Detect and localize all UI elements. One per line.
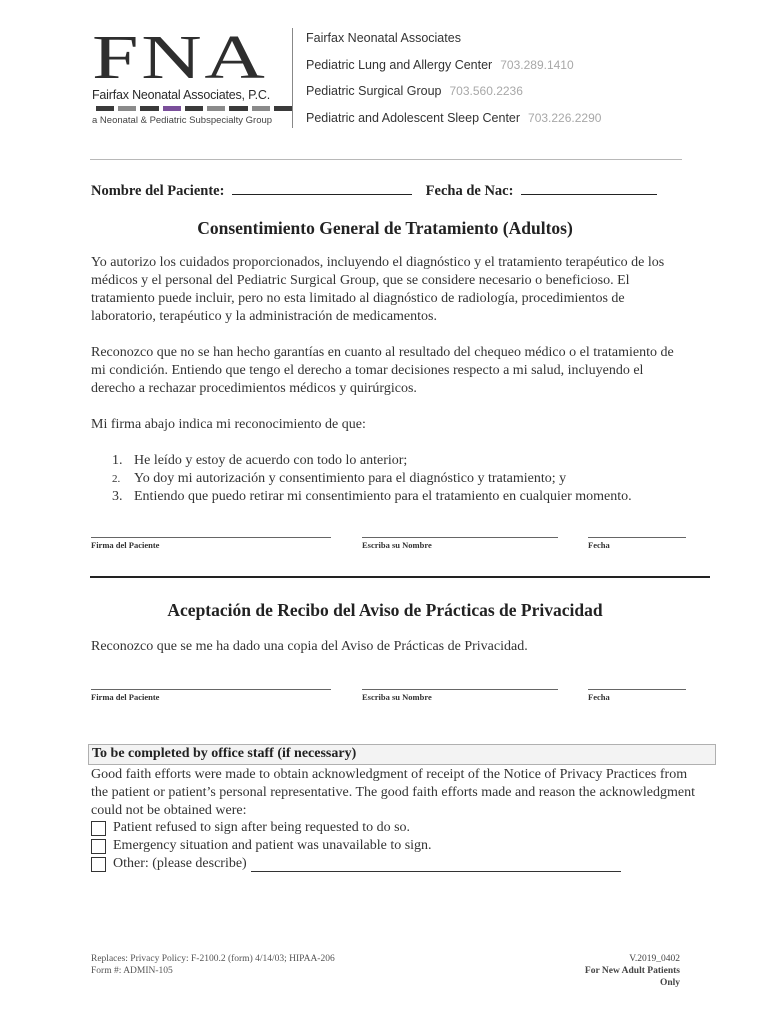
- consent-paragraph-1: Yo autorizo los cuidados proporcionados, incluyendo el diagnóstico y el tratamiento terapéutico de los médicos y el personal del Pediatric Surgical Group, que se considere necesario o beneficioso. El tratamiento puede incluir, pero no esta limitado al diagnóstico de radiología, procedimientos de laboratorio, terapéutico y la administración de medicamentos.: [91, 255, 665, 324]
- dob-field[interactable]: [521, 180, 657, 195]
- replaces-note: Replaces: Privacy Policy: F-2100.2 (form) 4/14/03; HIPAA-206: [91, 954, 335, 964]
- header-divider: [292, 28, 293, 128]
- practice-phone: 703.560.2236: [449, 84, 523, 98]
- practice-name: Pediatric and Adolescent Sleep Center: [306, 110, 521, 125]
- logo-bar: [96, 106, 114, 111]
- version-label: V.2019_0402: [629, 954, 680, 964]
- option-label: Emergency situation and patient was unavailable to sign.: [113, 838, 432, 853]
- privacy-paragraph: Reconozco que se me ha dado una copia del Aviso de Prácticas de Privacidad.: [91, 639, 528, 654]
- emergency-checkbox[interactable]: [91, 839, 106, 854]
- other-checkbox[interactable]: [91, 857, 106, 872]
- practice-name: Pediatric Surgical Group: [306, 84, 442, 98]
- consent-date-field[interactable]: [588, 537, 686, 550]
- logo-bar: [252, 106, 270, 111]
- audience-label-2: Only: [659, 978, 680, 988]
- practice-name: Fairfax Neonatal Associates: [306, 31, 461, 45]
- dob-label: Fecha de Nac:: [425, 183, 514, 199]
- list-item: 2. Yo doy mi autorización y consentimiento para el diagnóstico y tratamiento; y: [112, 471, 567, 486]
- practice-name: Pediatric Lung and Allergy Center: [306, 57, 493, 72]
- consent-paragraph-3: Mi firma abajo indica mi reconocimiento de que:: [91, 417, 366, 432]
- option-label: Other: (please describe): [113, 856, 247, 871]
- footer-right: [585, 953, 680, 989]
- consent-patient-signature-field[interactable]: [91, 537, 331, 550]
- patient-name-label: Nombre del Paciente:: [91, 183, 225, 199]
- practice-row: [306, 84, 601, 111]
- logo-bar: [274, 106, 292, 111]
- consent-print-name-field[interactable]: [362, 537, 558, 550]
- staff-title: To be completed by office staff (if necessary): [92, 746, 357, 761]
- print-name-label: Escriba su Nombre: [362, 540, 432, 550]
- print-name-label: Escriba su Nombre: [362, 692, 432, 702]
- other-description-field[interactable]: [251, 857, 621, 872]
- privacy-title: Aceptación de Recibo del Aviso de Prácticas de Privacidad: [167, 600, 603, 620]
- form-number: Form #: ADMIN-105: [91, 966, 173, 976]
- practice-row: [306, 111, 601, 138]
- staff-option-other: [91, 856, 621, 872]
- refused-checkbox[interactable]: [91, 821, 106, 836]
- consent-paragraph-2: Reconozco que no se han hecho garantías en cuanto al resultado del chequeo médico o el tratamiento de mi condición. Entiendo que tengo el derecho a tomar decisiones respecto a mi salud, incluyendo el derecho a rechazar procedimientos médicos y quirúrgicos.: [91, 345, 674, 396]
- section-divider: [90, 576, 710, 578]
- logo-bar: [207, 106, 225, 111]
- logo-bar: [185, 106, 203, 111]
- privacy-patient-signature-field[interactable]: [91, 689, 331, 702]
- list-item: 1. He leído y estoy de acuerdo con todo lo anterior;: [112, 453, 408, 468]
- date-label: Fecha: [588, 692, 610, 702]
- logo-bar: [229, 106, 247, 111]
- logo-tagline: a Neonatal & Pediatric Subspecialty Group: [92, 115, 273, 126]
- signature-label: Firma del Paciente: [91, 692, 160, 702]
- logo-company-name: Fairfax Neonatal Associates, P.C.: [92, 88, 270, 102]
- privacy-print-name-field[interactable]: [362, 689, 558, 702]
- practice-list: [306, 31, 601, 137]
- logo-letters: FNA: [92, 24, 268, 92]
- staff-option-emergency: [91, 838, 432, 854]
- patient-info-row: [91, 180, 657, 200]
- audience-label: For New Adult Patients: [584, 966, 680, 976]
- practice-phone: 703.226.2290: [528, 110, 602, 125]
- fna-logo: [92, 24, 292, 126]
- acknowledgment-list: [112, 452, 632, 506]
- patient-name-field[interactable]: [232, 180, 412, 195]
- signature-label: Firma del Paciente: [91, 540, 160, 550]
- staff-option-refused: [91, 820, 410, 836]
- header-rule: [90, 159, 682, 160]
- logo-bar: [140, 106, 158, 111]
- logo-color-bars: [96, 106, 292, 111]
- practice-row: [306, 58, 601, 85]
- logo-bar: [118, 106, 136, 111]
- practice-phone: 703.289.1410: [500, 57, 574, 72]
- option-label: Patient refused to sign after being requested to do so.: [113, 820, 411, 835]
- date-label: Fecha: [588, 540, 610, 550]
- practice-row: [306, 31, 601, 58]
- list-item: 3. Entiendo que puedo retirar mi consentimiento para el tratamiento en cualquier momento.: [112, 489, 632, 504]
- staff-paragraph: Good faith efforts were made to obtain acknowledgment of receipt of the Notice of Privacy Practices from the patient or patient’s personal representative. The good faith efforts made and reason the acknowledgment could not be obtained were:: [91, 767, 695, 818]
- footer-left: [91, 953, 335, 977]
- consent-title: Consentimiento General de Tratamiento (Adultos): [197, 218, 573, 238]
- privacy-date-field[interactable]: [588, 689, 686, 702]
- logo-bar: [163, 106, 181, 111]
